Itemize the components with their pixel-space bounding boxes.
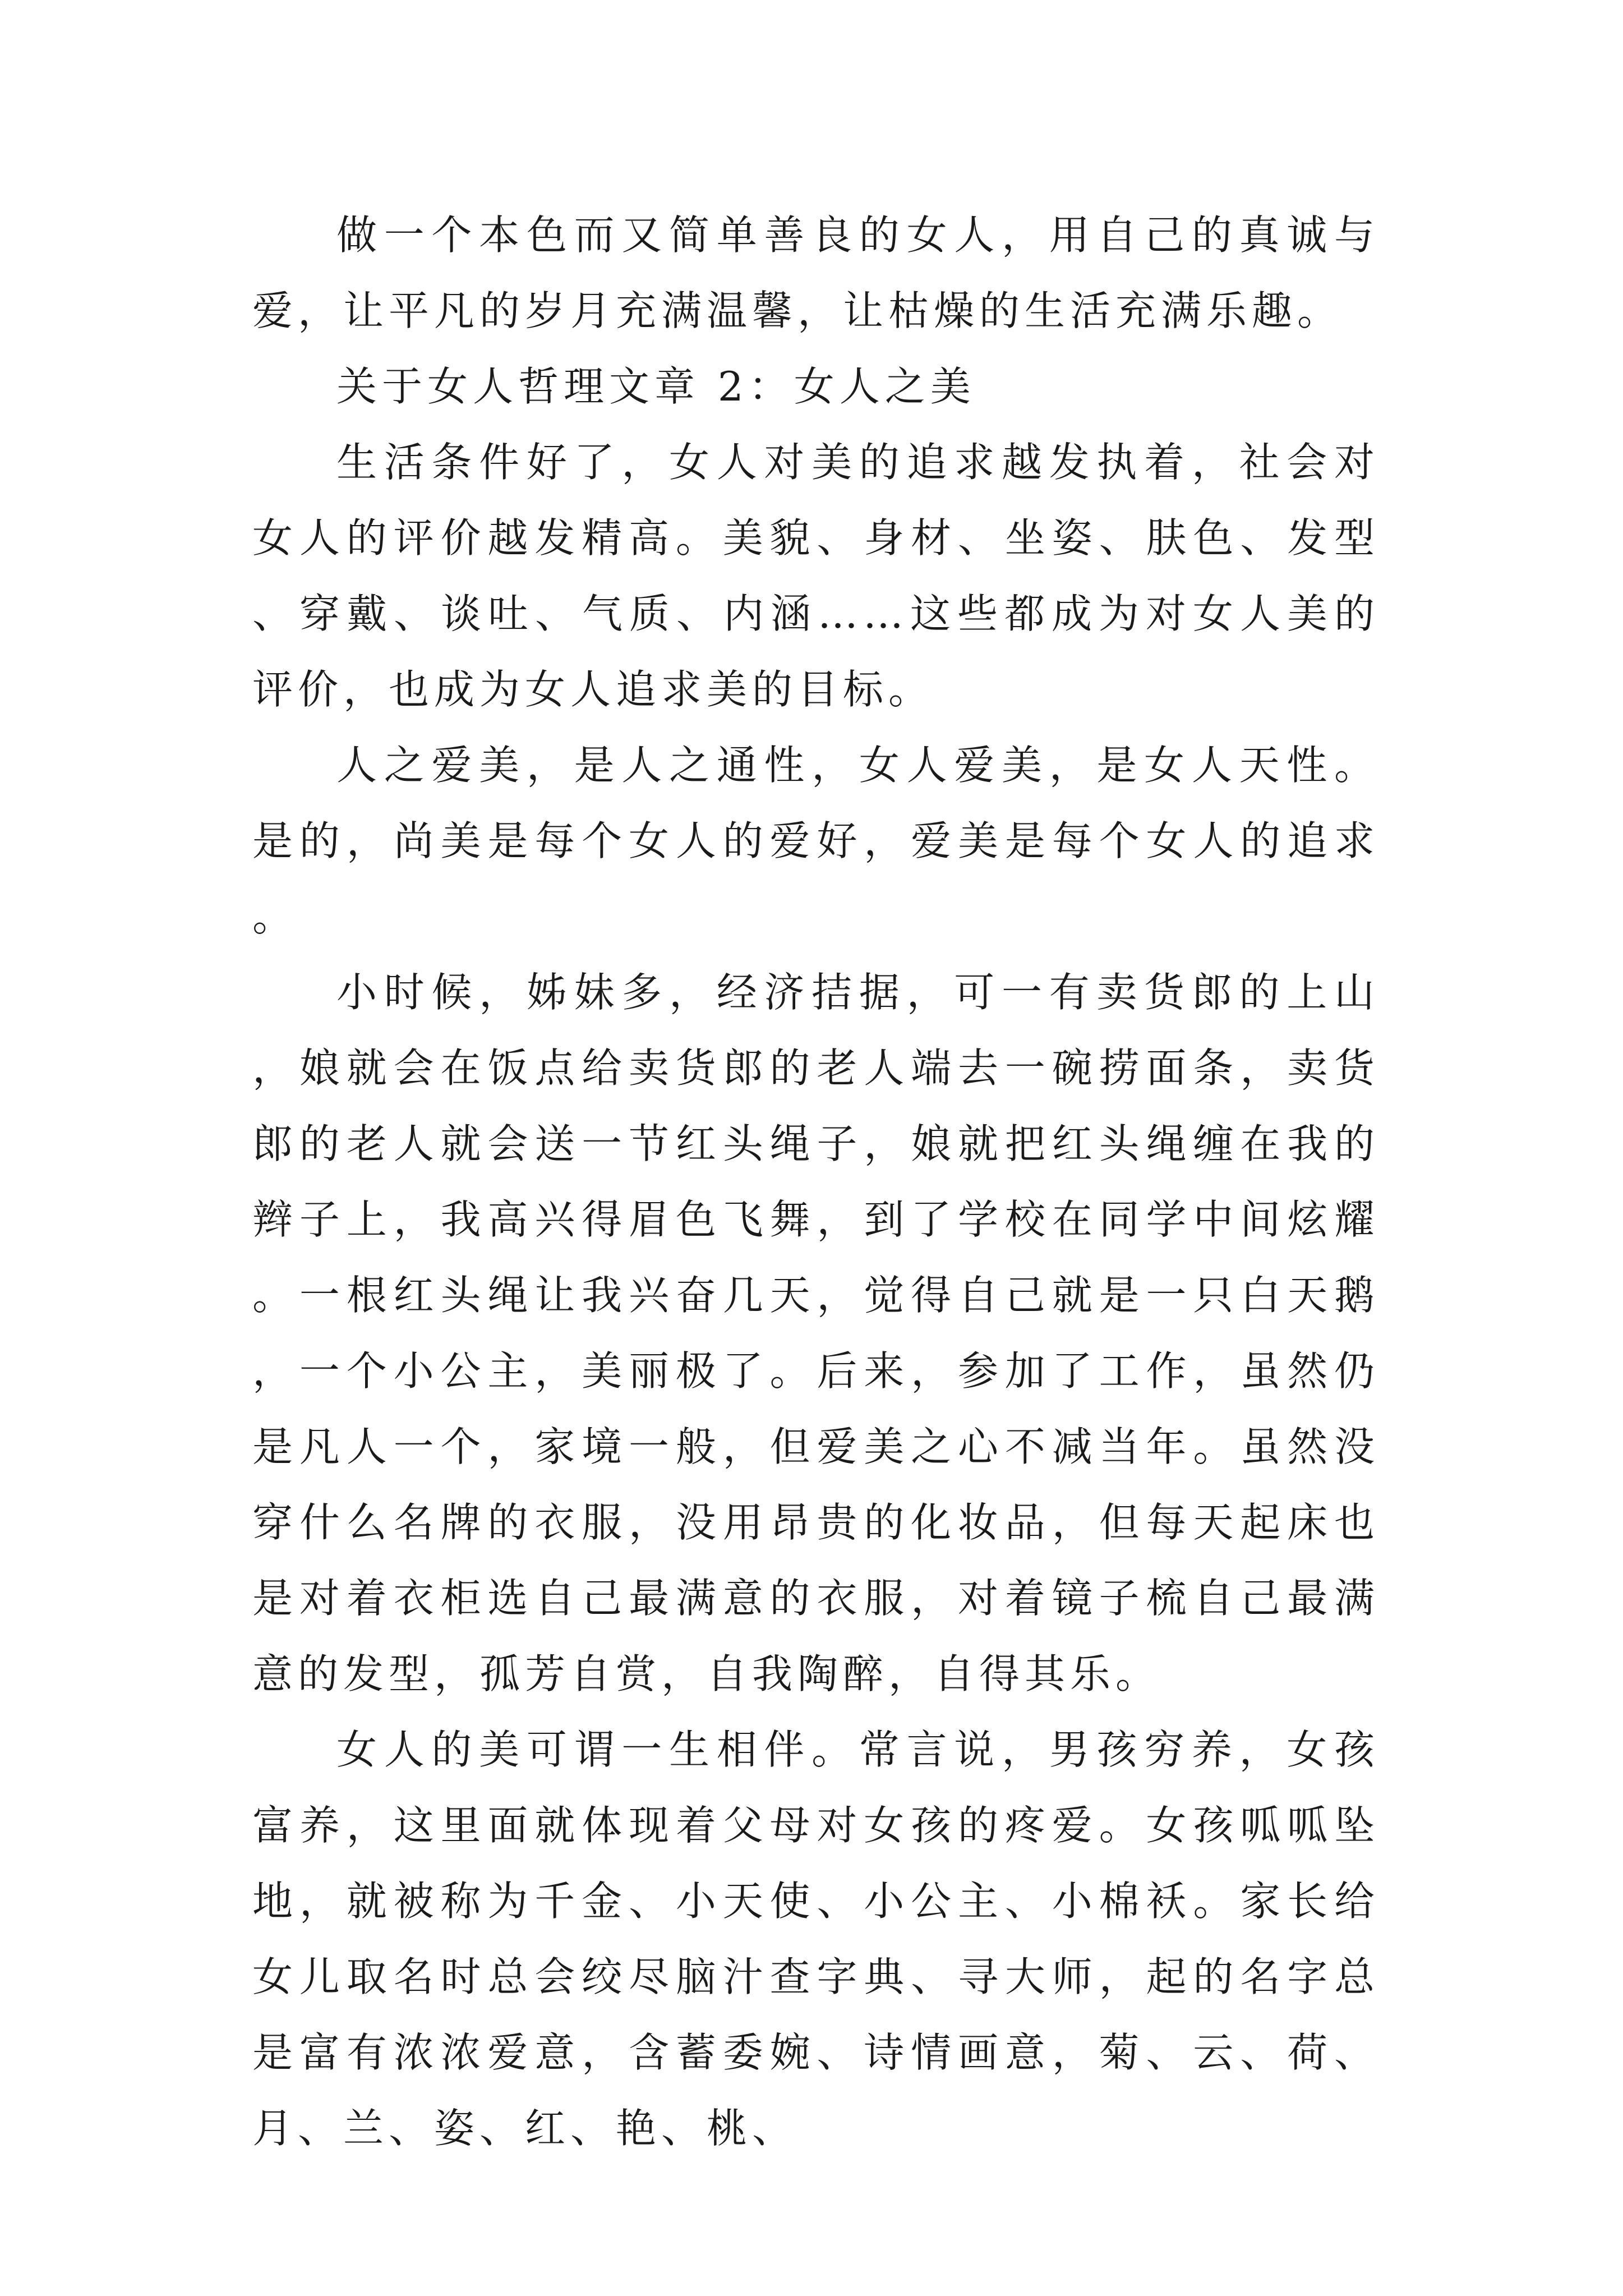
paragraph-beauty-standards: 生活条件好了，女人对美的追求越发执着，社会对女人的评价越发精高。美貌、身材、坐姿、肤色、发型、穿戴、谈吐、气质、内涵……这些都成为对女人美的评价，也成为女人追求美的目标。 [252, 439, 1380, 713]
article-body [252, 197, 1380, 2166]
paragraph-love-of-beauty: 人之爱美，是人之通性，女人爱美，是女人天性。是的，尚美是每个女人的爱好，爱美是每个女人的追求。 [252, 742, 1380, 940]
paragraph-lifelong-beauty: 女人的美可谓一生相伴。常言说，男孩穷养，女孩富养，这里面就体现着父母对女孩的疼爱。女孩呱呱坠地，就被称为千金、小天使、小公主、小棉袄。家长给女儿取名时总会绞尽脑汁查字典、寻大师，起的名字总是富有浓浓爱意，含蓄委婉、诗情画意，菊、云、荷、月、兰、姿、红、艳、桃、 [252, 1726, 1380, 2152]
paragraph-intro-conclusion: 做一个本色而又简单善良的女人，用自己的真诚与爱，让平凡的岁月充满温馨，让枯燥的生活充满乐趣。 [252, 211, 1380, 334]
paragraph-childhood-memory: 小时候，姊妹多，经济拮据，可一有卖货郎的上山，娘就会在饭点给卖货郎的老人端去一碗捞面条，卖货郎的老人就会送一节红头绳子，娘就把红头绳缠在我的辫子上，我高兴得眉色飞舞，到了学校在同学中间炫耀。一根红头绳让我兴奋几天，觉得自己就是一只白天鹅，一个小公主，美丽极了。后来，参加了工作，虽然仍是凡人一个，家境一般，但爱美之心不减当年。虽然没穿什么名牌的衣服，没用昂贵的化妆品，但每天起床也是对着衣柜选自己最满意的衣服，对着镜子梳自己最满意的发型，孤芳自赏，自我陶醉，自得其乐。 [252, 969, 1380, 1697]
article-subtitle: 关于女人哲理文章 2：女人之美 [336, 363, 976, 410]
